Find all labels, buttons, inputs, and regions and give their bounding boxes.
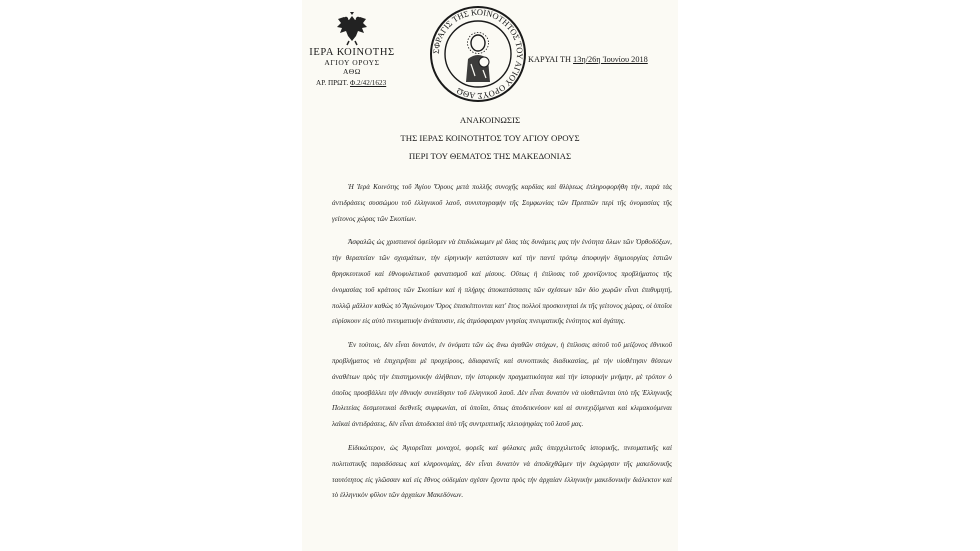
double-headed-eagle-emblem xyxy=(334,12,370,46)
place-label: ΚΑΡΥΑΙ ΤΗ xyxy=(528,55,571,64)
body-paragraph-4: Εἰδικώτερον, ὡς Ἁγιορεῖται μοναχοί, φορεῖς καὶ φύλακες μιᾶς ὑπερχιλιετοῦς ἱστορικῆς, πνευματικῆς καὶ πολιτιστικῆς παραδόσεως καὶ κληρονομίας, δὲν εἶναι δυνατὸν νὰ ἀποδεχθῶμεν τὴν ἐκχώρησιν τῆς μακεδονικῆς ταυτότητος εἰς γλῶσσαν καὶ εἰς ἔθνος οὐδεμίαν σχέσιν ἔχοντα πρὸς τὴν ἀρχαίαν ἑλληνικὴν μακεδονικὴν διάλεκτον καὶ τὸ ἑλληνικὸν φῦλον τῶν ἀρχαίων Μακεδόνων. xyxy=(332,443,672,500)
institution-header xyxy=(302,12,402,76)
institution-name: ΙΕΡΑ ΚΟΙΝΟΤΗΣ xyxy=(309,47,395,58)
document-titles xyxy=(302,111,678,165)
document-subtitle-1: ΤΗΣ ΙΕΡΑΣ ΚΟΙΝΟΤΗΤΟΣ ΤΟΥ ΑΓΙΟΥ ΟΡΟΥΣ xyxy=(400,133,580,143)
protocol-value: Φ.2/42/1623 xyxy=(349,79,387,87)
document-title: ΑΝΑΚΟΙΝΩΣΙΣ xyxy=(459,115,521,125)
body-paragraph-2: Ἀσφαλῶς ὡς χριστιανοὶ ὀφείλομεν νὰ ἐπιδιώκωμεν μὲ ὅλας τὰς δυνάμεις μας τὴν ἑνότητα ὅλων τῶν Ὀρθοδόξων, τὴν θεραπείαν τῶν σχισμάτων, τὴν εἰρηνικὴν κατάστασιν καὶ τὴν παντὶ τρόπῳ ἀποφυγὴν δημιουργίας ἑστιῶν θρησκευτικοῦ καὶ ἐθνοφυλετικοῦ φανατισμοῦ καὶ μίσους. Οὕτως ἡ ἐπίλυσις τοῦ χρονίζοντος προβλήματος τῆς ὀνομασίας τοῦ κράτους τῶν Σκοπίων καὶ ἡ πλήρης ἀποκατάστασις τῶν σχέσεων τῶν δύο χωρῶν εἶναι ἐπιθυμητή, πολλῷ μᾶλλον καθὼς τὸ Ἅγιώνυμον Ὄρος ἐπισκέπτονται κατ' ἔτος πολλοὶ προσκυνηταὶ ἐκ τῆς γείτονος χώρας, οἱ ὁποῖοι εὑρίσκουν εἰς αὐτὸ πνευματικὴν ἀνάπαυσιν, εἰς ἀτμόσφαιραν γνησίας πνευματικῆς ἑνότητος καὶ ἀγάπης. xyxy=(332,238,672,326)
seal-icon-figure xyxy=(466,33,490,83)
document-page xyxy=(302,0,678,551)
institution-subtitle: ΑΓΙΟΥ ΟΡΟΥΣ xyxy=(324,58,380,67)
place-and-date xyxy=(528,55,648,64)
document-body xyxy=(332,180,672,512)
body-paragraph-1: Ἡ Ἱερὰ Κοινότης τοῦ Ἁγίου Ὄρους μετὰ πολλῆς συνοχῆς καρδίας καὶ θλίψεως ἐπληροφορήθη τήν, παρὰ τὰς ἀντιδράσεις συσσώμου τοῦ ἑλληνικοῦ λαοῦ, συνυπογραφὴν τῆς Συμφωνίας τῶν Πρεσπῶν περὶ τῆς ὀνομασίας τῆς γείτονος χώρας τῶν Σκοπίων. xyxy=(332,183,672,223)
protocol-number xyxy=(316,79,386,87)
institution-subtitle-2: ΑΘΩ xyxy=(343,67,361,76)
official-seal xyxy=(428,4,528,104)
date-value: 13η/26η Ἰουνίου 2018 xyxy=(573,55,648,64)
body-paragraph-3: Ἐν τούτοις, δὲν εἶναι δυνατόν, ἐν ὀνόματι τῶν ὡς ἄνω ἀγαθῶν στόχων, ἡ ἐπίλυσις αὐτοῦ τοῦ μείζονος ἐθνικοῦ προβλήματος νὰ ἐπιχειρῆται μὲ προχείρους, ἀδιαφανεῖς καὶ συνοπτικὰς διαδικασίας, μὲ τὴν υἱοθέτησιν θέσεων ἀναθέτων πρὸς τὴν ἐπιστημονικὴν ἀλήθειαν, τὴν ἱστορικὴν πραγματικότητα καὶ τὴν ἱστορικὴν μνήμην, μὲ τρόπον ὁ ὁποῖος προσβάλλει τὴν ἐθνικὴν συνείδησιν τοῦ ἑλληνικοῦ λαοῦ. Δὲν εἶναι δυνατὸν νὰ υἱοθετῶνται ὑπὸ τῆς Ἑλληνικῆς Πολιτείας δεσμευτικαὶ διεθνεῖς συμφωνίαι, αἱ ὁποῖαι, ὅπως ἀποδεικνύουν καὶ αἱ συνεχιζόμεναι καὶ κλιμακούμεναι λαϊκαὶ ἀντιδράσεις, δὲν εἶναι ἀποδεκταὶ ὑπὸ τῆς συντριπτικῆς πλειοψηφίας τοῦ λαοῦ μας. xyxy=(332,341,672,429)
seal-inscription: ΣΦΡΑΓΙΣ ΤΗΣ ΚΟΙΝΟΤΗΤΟΣ ΤΟΥ ΑΓΙΟΥ ΟΡΟΥΣ ΑΘΩ xyxy=(430,6,526,102)
protocol-label: ΑΡ. ΠΡΩΤ. xyxy=(316,79,349,87)
document-subtitle-2: ΠΕΡΙ ΤΟΥ ΘΕΜΑΤΟΣ ΤΗΣ ΜΑΚΕΔΟΝΙΑΣ xyxy=(408,151,572,161)
